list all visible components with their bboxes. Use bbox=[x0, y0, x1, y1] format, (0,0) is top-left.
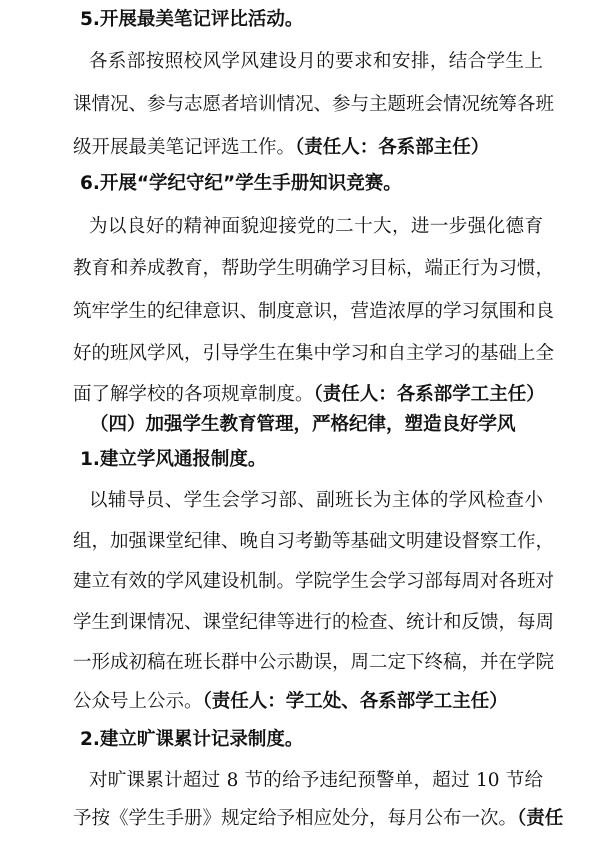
item1-line-4: 学生到课情况、课堂纪律等进行的检查、统计和反馈，每周 bbox=[73, 612, 555, 633]
item6-line-5-text: 面了解学校的各项规章制度。 bbox=[73, 384, 314, 405]
item1-responsibility: （责任人：学工处、各系部学工主任） bbox=[202, 691, 508, 712]
item6-line-3: 筑牢学生的纪律意识、制度意识，营造浓厚的学习氛围和良 bbox=[73, 301, 555, 322]
item2-line-2-text: 予按《学生手册》规定给予相应处分，每月公布一次。 bbox=[73, 808, 518, 829]
item6-line-1: 为以良好的精神面貌迎接党的二十大，进一步强化德育 bbox=[89, 216, 543, 237]
item5-responsibility: （责任人：各系部主任） bbox=[295, 137, 490, 158]
item1-heading: 1.建立学风通报制度。 bbox=[80, 449, 267, 470]
item1-line-6 bbox=[73, 689, 543, 715]
item6-line-5 bbox=[73, 382, 543, 408]
item5-line-3-text: 级开展最美笔记评选工作。 bbox=[73, 137, 296, 158]
item1-line-1: 以辅导员、学生会学习部、副班长为主体的学风检查小 bbox=[89, 490, 543, 511]
item2-responsibility: （责任 bbox=[517, 808, 564, 829]
item1-line-3: 建立有效的学风建设机制。学院学生会学习部每周对各班对 bbox=[73, 571, 555, 592]
item2-line-2 bbox=[73, 806, 564, 832]
item1-line-6-text: 公众号上公示。 bbox=[73, 691, 203, 712]
item1-line-2: 组，加强课堂纪律、晚自习考勤等基础文明建设督察工作， bbox=[73, 531, 555, 552]
section4-heading: （四）加强学生教育管理，严格纪律，塑造良好学风 bbox=[90, 414, 516, 435]
item5-heading: 5.开展最美笔记评比活动。 bbox=[80, 9, 304, 30]
item6-heading: 6.开展“学纪守纪”学生手册知识竞赛。 bbox=[80, 173, 402, 194]
item2-line-1: 对旷课累计超过 8 节的给予违纪预警单，超过 10 节给 bbox=[89, 770, 543, 791]
item6-responsibility: （责任人：各系部学工主任） bbox=[313, 384, 545, 405]
item1-line-5: 一形成初稿在班长群中公示勘误，周二定下终稿，并在学院 bbox=[73, 652, 555, 673]
item5-line-3 bbox=[73, 135, 543, 161]
item5-line-2: 课情况、参与志愿者培训情况、参与主题班会情况统筹各班 bbox=[73, 94, 555, 115]
item6-line-4: 好的班风学风，引导学生在集中学习和自主学习的基础上全 bbox=[73, 343, 555, 364]
item2-heading: 2.建立旷课累计记录制度。 bbox=[80, 729, 304, 750]
item6-line-2: 教育和养成教育，帮助学生明确学习目标，端正行为习惯， bbox=[73, 258, 555, 279]
item5-line-1: 各系部按照校风学风建设月的要求和安排，结合学生上 bbox=[89, 51, 543, 72]
